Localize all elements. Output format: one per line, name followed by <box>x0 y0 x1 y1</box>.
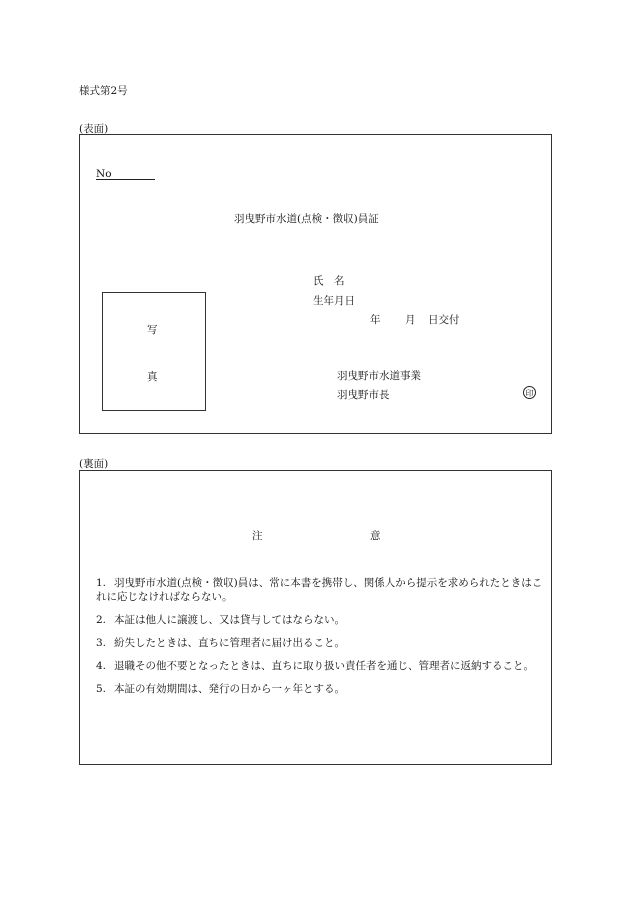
notice-list <box>96 576 551 705</box>
name-label: 氏 名 <box>313 275 345 287</box>
notice-heading-right: 意 <box>370 530 381 542</box>
notice-item: 4. 退職その他不要となったときは、直ちに取り扱い責任者を通じ、管理者に返納すること。 <box>96 660 534 672</box>
issue-day: 日交付 <box>428 314 460 326</box>
number-underline <box>96 168 155 180</box>
issuer-title: 羽曳野市長 <box>337 389 390 401</box>
photo-label-1: 写 <box>147 324 158 336</box>
seal-mark: 印 <box>523 386 536 399</box>
issue-year: 年 <box>370 314 381 326</box>
notice-item: 5. 本証の有効期間は、発行の日から一ヶ年とする。 <box>96 683 345 695</box>
back-label: (裏面) <box>79 458 109 470</box>
notice-item: 3. 紛失したときは、直ちに管理者に届け出ること。 <box>96 637 345 649</box>
photo-box <box>102 292 206 411</box>
card-title: 羽曳野市水道(点検・徴収)員証 <box>234 213 379 225</box>
notice-item: 1. 羽曳野市水道(点検・徴収)員は、常に本書を携帯し、関係人から提示を求められたときはこれに応じなければならない。 <box>96 577 543 603</box>
notice-heading-left: 注 <box>252 530 263 542</box>
front-card <box>79 134 552 434</box>
birthdate-label: 生年月日 <box>313 295 355 307</box>
issue-month: 月 <box>405 314 416 326</box>
front-label: (表面) <box>79 123 109 135</box>
form-label: 様式第2号 <box>79 85 128 97</box>
photo-label-2: 真 <box>147 371 158 383</box>
issuer-org: 羽曳野市水道事業 <box>337 370 421 382</box>
number-label: No <box>96 168 112 180</box>
notice-item: 2. 本証は他人に譲渡し、又は貸与してはならない。 <box>96 614 345 626</box>
